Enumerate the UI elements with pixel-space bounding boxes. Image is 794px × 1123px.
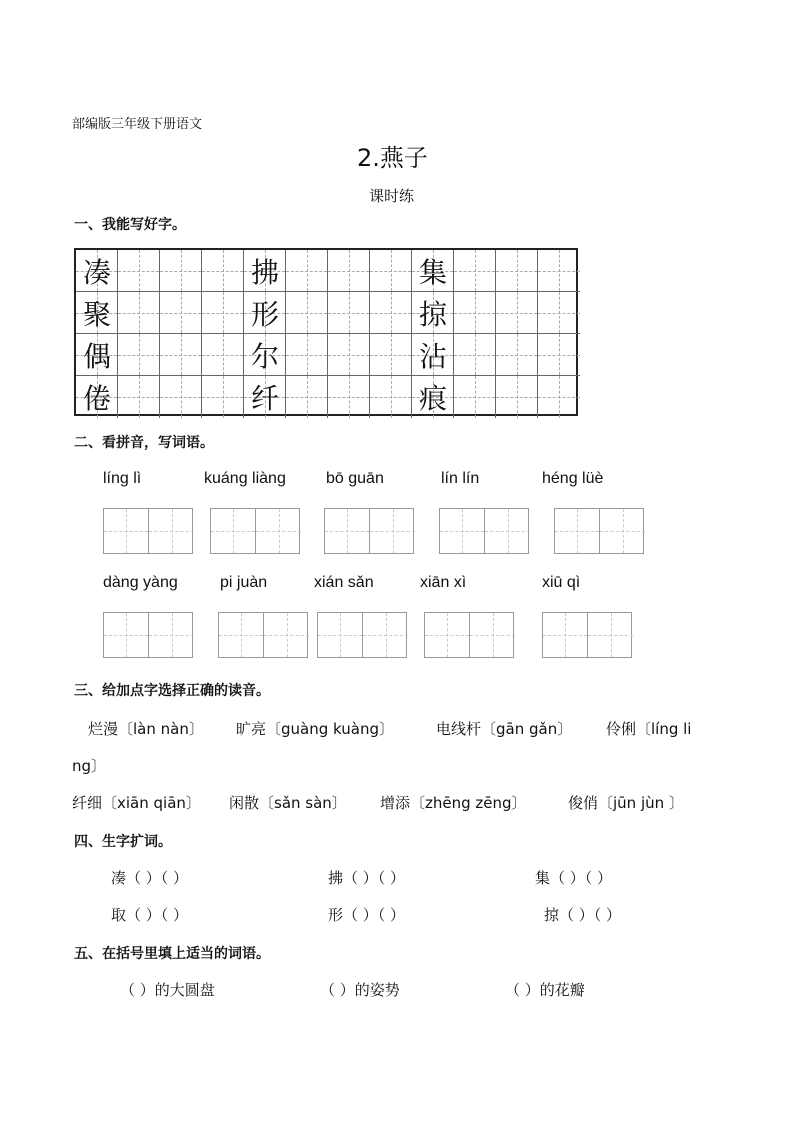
writing-cell[interactable] [496, 292, 538, 334]
fill-blank-item: （ ）的姿势 [320, 981, 400, 999]
word-writing-box[interactable] [424, 612, 514, 658]
model-character: 倦 [82, 382, 111, 415]
reading-choice: 旷亮〔guàng kuàng〕 [236, 720, 394, 738]
writing-cell[interactable] [286, 376, 328, 418]
writing-grid [74, 248, 578, 416]
writing-cell[interactable] [454, 376, 496, 418]
word-writing-box[interactable] [103, 508, 193, 554]
section5-heading: 五、在括号里填上适当的词语。 [74, 946, 270, 962]
pinyin-item: xián sǎn [314, 574, 374, 591]
edition-label: 部编版三年级下册语文 [72, 117, 203, 132]
writing-cell[interactable] [118, 334, 160, 376]
word-writing-box[interactable] [324, 508, 414, 554]
writing-cell[interactable] [328, 376, 370, 418]
page-subtitle: 课时练 [369, 187, 415, 205]
writing-cell[interactable] [160, 292, 202, 334]
model-character: 沾 [418, 340, 447, 373]
pinyin-item: bō guān [326, 470, 384, 487]
word-writing-box[interactable] [317, 612, 407, 658]
model-character: 聚 [82, 298, 111, 331]
word-writing-box[interactable] [542, 612, 632, 658]
writing-cell[interactable] [118, 376, 160, 418]
writing-cell[interactable] [370, 292, 412, 334]
writing-cell[interactable] [286, 334, 328, 376]
pinyin-item: dàng yàng [103, 574, 178, 591]
section2-heading: 二、看拼音，写词语。 [74, 435, 214, 451]
pinyin-item: xiān xì [420, 574, 467, 591]
model-character: 拂 [250, 256, 279, 289]
fill-blank-item: （ ）的花瓣 [505, 981, 585, 999]
writing-cell[interactable] [370, 334, 412, 376]
reading-choice: 增添〔zhēng zēng〕 [380, 794, 527, 812]
word-writing-box[interactable] [554, 508, 644, 554]
reading-choice: 俊俏〔jūn jùn 〕 [568, 794, 684, 812]
writing-cell[interactable] [118, 292, 160, 334]
writing-cell[interactable] [454, 334, 496, 376]
model-character-cell [412, 334, 454, 376]
writing-cell[interactable] [454, 292, 496, 334]
section1-heading: 一、我能写好字。 [74, 217, 186, 233]
fill-blank-item: （ ）的大圆盘 [120, 981, 215, 999]
writing-cell[interactable] [286, 292, 328, 334]
writing-cell[interactable] [328, 250, 370, 292]
reading-choice-wrap: ng〕 [72, 757, 107, 775]
section4-heading: 四、生字扩词。 [74, 834, 172, 850]
section3-heading: 三、给加点字选择正确的读音。 [74, 683, 270, 699]
pinyin-item: lín lín [441, 470, 480, 487]
model-character-cell [76, 376, 118, 418]
writing-cell[interactable] [538, 250, 580, 292]
writing-cell[interactable] [328, 292, 370, 334]
writing-cell[interactable] [202, 292, 244, 334]
model-character-cell [76, 292, 118, 334]
model-character: 偶 [82, 340, 111, 373]
model-character-cell [244, 250, 286, 292]
model-character-cell [244, 292, 286, 334]
writing-cell[interactable] [538, 334, 580, 376]
word-writing-box[interactable] [210, 508, 300, 554]
pinyin-item: xiū qì [542, 574, 581, 591]
model-character: 集 [418, 256, 447, 289]
reading-choice: 纤细〔xiān qiān〕 [72, 794, 201, 812]
writing-cell[interactable] [286, 250, 328, 292]
writing-cell[interactable] [538, 376, 580, 418]
writing-cell[interactable] [160, 250, 202, 292]
word-writing-box[interactable] [218, 612, 308, 658]
pinyin-item: héng lüè [542, 470, 604, 487]
word-extension-item: 形（ ）（ ） [328, 906, 406, 924]
page-title: 2.燕子 [357, 144, 428, 172]
writing-cell[interactable] [202, 334, 244, 376]
writing-cell[interactable] [454, 250, 496, 292]
reading-choice: 烂漫〔làn nàn〕 [88, 720, 204, 738]
model-character: 凑 [82, 256, 111, 289]
reading-choice: 闲散〔sǎn sàn〕 [229, 794, 347, 812]
word-extension-item: 集（ ）（ ） [535, 869, 613, 887]
model-character: 形 [250, 298, 279, 331]
writing-cell[interactable] [160, 334, 202, 376]
writing-cell[interactable] [496, 334, 538, 376]
reading-choice: 电线杆〔gān gǎn〕 [436, 720, 573, 738]
writing-cell[interactable] [496, 376, 538, 418]
writing-cell[interactable] [370, 376, 412, 418]
word-writing-box[interactable] [439, 508, 529, 554]
pinyin-item: pi juàn [220, 574, 268, 591]
model-character-cell [244, 376, 286, 418]
word-extension-item: 取（ ）（ ） [111, 906, 189, 924]
writing-cell[interactable] [160, 376, 202, 418]
model-character-cell [76, 250, 118, 292]
writing-cell[interactable] [118, 250, 160, 292]
model-character: 纤 [250, 382, 279, 415]
model-character-cell [244, 334, 286, 376]
writing-cell[interactable] [202, 376, 244, 418]
model-character-cell [412, 250, 454, 292]
writing-cell[interactable] [370, 250, 412, 292]
model-character: 掠 [418, 298, 447, 331]
writing-cell[interactable] [496, 250, 538, 292]
writing-cell[interactable] [538, 292, 580, 334]
word-extension-item: 拂（ ）（ ） [328, 869, 406, 887]
writing-cell[interactable] [328, 334, 370, 376]
model-character-cell [412, 292, 454, 334]
pinyin-item: líng lì [103, 470, 142, 487]
model-character-cell [76, 334, 118, 376]
word-extension-item: 凑（ ）（ ） [111, 869, 189, 887]
writing-cell[interactable] [202, 250, 244, 292]
model-character: 尔 [250, 340, 279, 373]
model-character: 痕 [418, 382, 447, 415]
reading-choice: 伶俐〔líng li [606, 720, 692, 738]
model-character-cell [412, 376, 454, 418]
word-extension-item: 掠（ ）（ ） [544, 906, 622, 924]
word-writing-box[interactable] [103, 612, 193, 658]
pinyin-item: kuáng liàng [204, 470, 286, 487]
